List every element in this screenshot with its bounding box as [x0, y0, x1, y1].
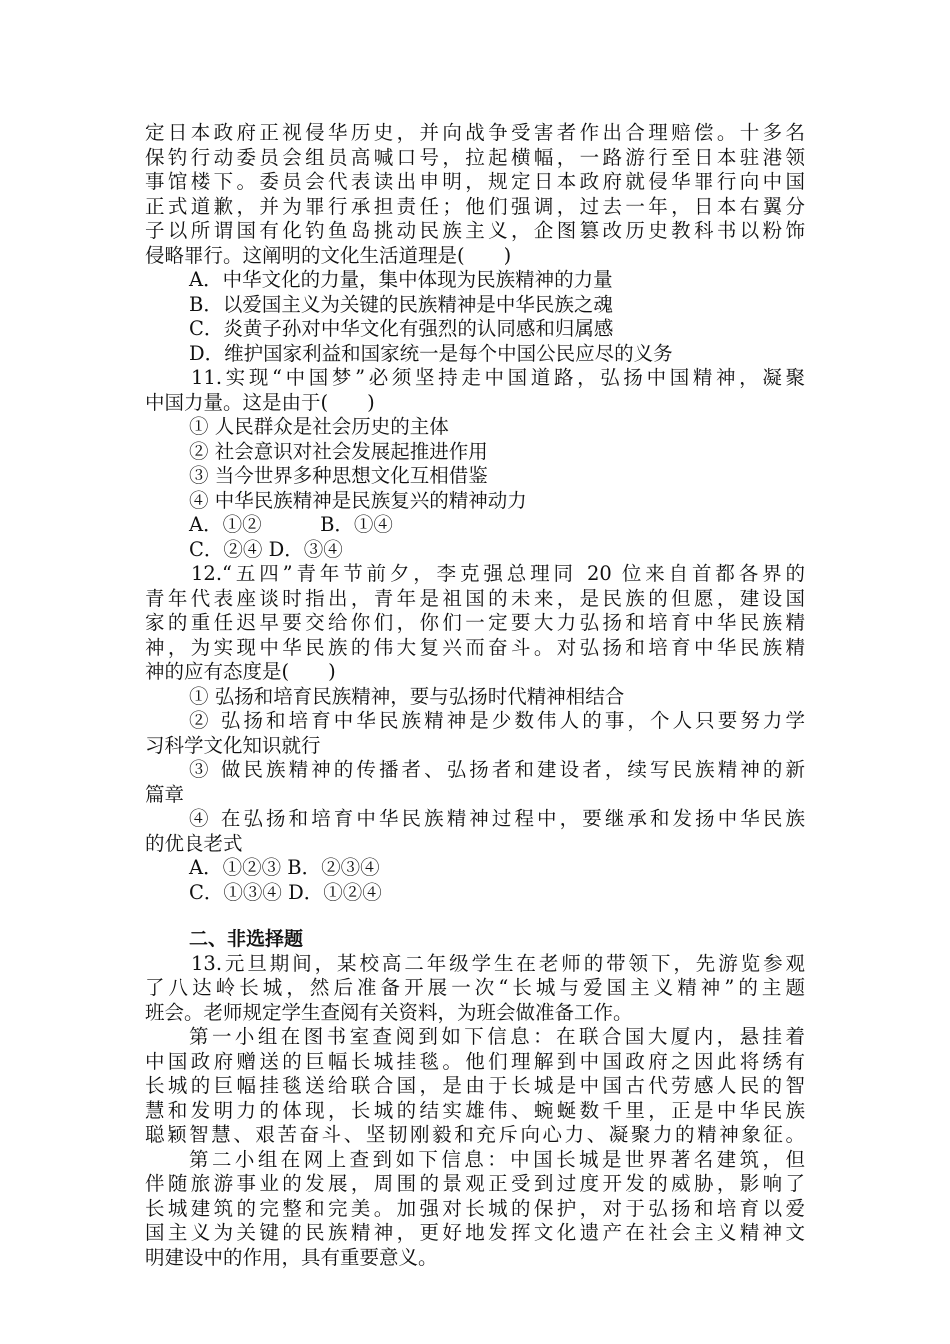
statement-4: ④ 在弘扬和培育中华民族精神过程中，要继承和发扬中华民族 [189, 807, 805, 830]
text-line: 聪颖智慧、艰苦奋斗、坚韧刚毅和充斥向心力、凝聚力的精神象征。 [145, 1123, 805, 1146]
question-11 [145, 366, 805, 562]
text-line: 侵略罪行。这阐明的文化生活道理是( ) [145, 243, 512, 267]
text-line: 子以所谓国有化钓鱼岛挑动民族主义，企图篡改历史教科书以粉饰 [145, 219, 805, 242]
option-a: A．中华文化的力量，集中体现为民族精神的力量 [189, 268, 613, 291]
option-b: B．以爱国主义为关键的民族精神是中华民族之魂 [189, 292, 613, 316]
statement-2: ② 弘扬和培育中华民族精神是少数伟人的事，个人只要努力学 [189, 709, 805, 732]
statement-4: ④ 中华民族精神是民族复兴的精神动力 [189, 488, 527, 512]
document-page [145, 121, 805, 1270]
text-line: 家的重任迟早要交给你们，你们一定要大力弘扬和培育中华民族精 [145, 611, 805, 634]
question-10-options [145, 268, 805, 366]
text-line: 青年代表座谈时指出，青年是祖国的未来，是民族的但愿，建设国 [145, 586, 805, 610]
question-12-stem: 12.“五四”青年节前夕，李克强总理同 20 位来自首都各界的 [191, 562, 805, 585]
text-line: 国主义为关键的民族精神，更好地发挥文化遗产在社会主义精神文 [145, 1221, 805, 1244]
question-12 [145, 562, 805, 905]
options-ab: A．①② B．①④ [189, 513, 393, 536]
text-line: 第一小组在图书室查阅到如下信息：在联合国大厦内，悬挂着 [189, 1025, 805, 1048]
question-11-stem: 11.实现“中国梦”必须坚持走中国道路，弘扬中国精神，凝聚 [191, 366, 805, 389]
text-line: 定日本政府正视侵华历史，并向战争受害者作出合理赔偿。十多名 [145, 121, 805, 144]
text-line: 神，为实现中华民族的伟大复兴而奋斗。对弘扬和培育中华民族精 [145, 635, 805, 659]
statement-2-cont: 习科学文化知识就行 [145, 733, 321, 757]
text-line: 伴随旅游事业的发展，周围的景观正受到过度开发的威胁，影响了 [145, 1172, 805, 1195]
text-line: 中国政府赠送的巨幅长城挂毯。他们理解到中国政府之因此将绣有 [145, 1049, 805, 1073]
group-1-paragraph [145, 1025, 805, 1148]
text-line: 正式道歉，并为罪行承担责任；他们强调，过去一年，日本右翼分 [145, 194, 805, 218]
text-line: 保钓行动委员会组员高喊口号，拉起横幅，一路游行至日本驻港领 [145, 145, 805, 169]
statement-3-cont: 篇章 [145, 782, 185, 806]
statement-4-cont: 的优良老式 [145, 831, 243, 855]
statement-3: ③ 当今世界多种思想文化互相借鉴 [189, 464, 488, 487]
statement-1: ① 人民群众是社会历史的主体 [189, 415, 449, 438]
question-10-stem [145, 121, 805, 268]
text-line: 了八达岭长城，然后准备开展一次“长城与爱国主义精神”的主题 [145, 976, 805, 999]
text-line: 中国力量。这是由于( ) [145, 390, 375, 414]
statement-1: ① 弘扬和培育民族精神，要与弘扬时代精神相结合 [189, 684, 625, 708]
statement-3: ③ 做民族精神的传播者、弘扬者和建设者，续写民族精神的新 [189, 758, 805, 781]
text-line: 长城的巨幅挂毯送给联合国，是由于长城是中国古代劳感人民的智 [145, 1074, 805, 1097]
options-ab: A．①②③ B．②③④ [189, 856, 380, 879]
option-d: D．维护国家利益和国家统一是每个中国公民应尽的义务 [189, 341, 673, 365]
text-line: 慧和发明力的体现，长城的结实雄伟、蜿蜒数千里，正是中华民族 [145, 1098, 805, 1122]
question-13-stem: 13.元旦期间，某校高二年级学生在老师的带领下，先游览参观 [191, 951, 805, 975]
text-line: 第二小组在网上查到如下信息：中国长城是世界著名建筑，但 [189, 1147, 805, 1171]
section-heading: 二、非选择题 [189, 928, 304, 950]
text-line: 神的应有态度是( ) [145, 660, 336, 683]
options-cd: C．①③④ D．①②④ [189, 880, 382, 904]
text-line: 事馆楼下。委员会代表读出申明，规定日本政府就侵华罪行向中国 [145, 170, 805, 193]
options-cd: C．②④ D．③④ [189, 537, 343, 561]
text-line: 班会。老师规定学生查阅有关资料，为班会做准备工作。 [145, 1000, 633, 1024]
statement-2: ② 社会意识对社会发展起推进作用 [189, 439, 488, 463]
option-c: C．炎黄子孙对中华文化有强烈的认同感和归属感 [189, 317, 614, 340]
group-2-paragraph [145, 1148, 805, 1271]
question-13 [145, 952, 805, 1271]
text-line: 明建设中的作用，具有重要意义。 [145, 1245, 438, 1269]
text-line: 长城建筑的完整和完美。加强对长城的保护，对于弘扬和培育以爱 [145, 1196, 805, 1220]
